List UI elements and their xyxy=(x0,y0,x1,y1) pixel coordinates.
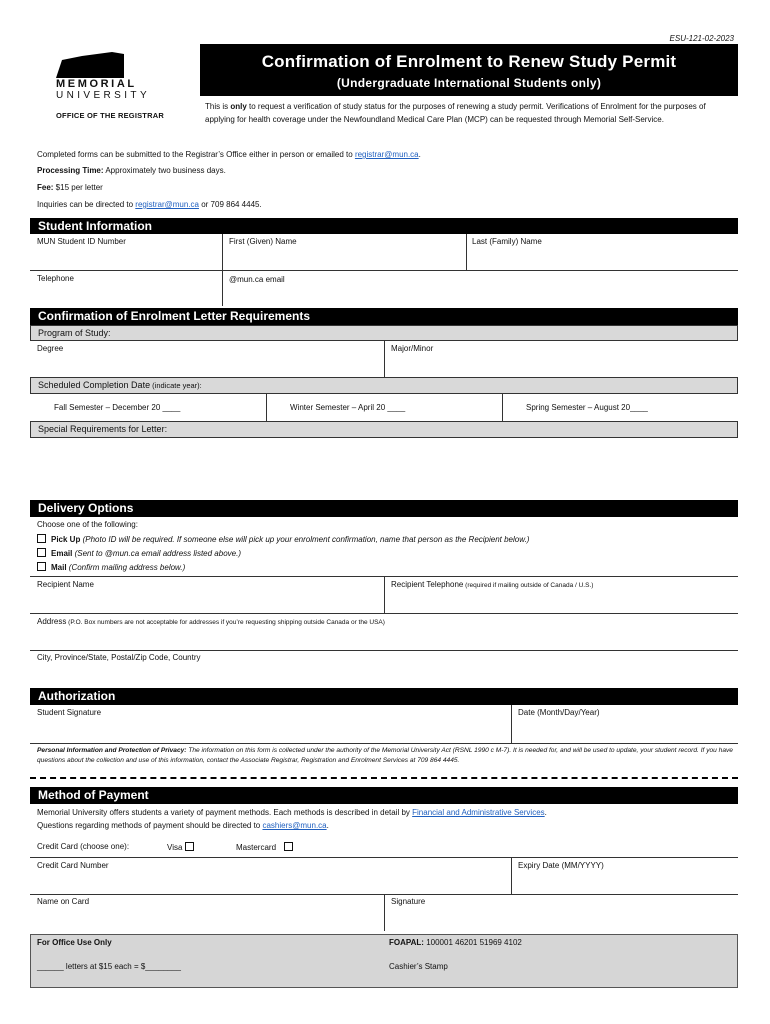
visa-option[interactable] xyxy=(167,842,199,852)
cashier-stamp-label: Cashier’s Stamp xyxy=(389,962,448,971)
payment-info-text: Memorial University offers students a variety of payment methods. Each methods is described in detail by xyxy=(37,808,413,817)
delivery-options-heading: Delivery Options xyxy=(30,500,738,517)
name-on-card-label: Name on Card xyxy=(37,897,90,906)
cut-line-divider xyxy=(30,777,738,779)
authorization-heading: Authorization xyxy=(30,688,738,705)
processing-time-label: Processing Time: xyxy=(37,166,104,175)
expiry-date-label: Expiry Date (MM/YYYY) xyxy=(518,861,604,870)
email-checkbox[interactable] xyxy=(37,548,46,557)
mastercard-checkbox[interactable] xyxy=(284,842,293,851)
winter-semester-field[interactable]: Winter Semester – April 20 ____ xyxy=(290,403,406,412)
first-name-label: First (Given) Name xyxy=(229,237,297,246)
payment-heading: Method of Payment xyxy=(30,787,738,804)
processing-time xyxy=(37,166,226,175)
telephone-label: Telephone xyxy=(37,274,74,283)
payment-info-line2 xyxy=(37,821,329,830)
pickup-label: Pick Up xyxy=(51,535,81,544)
mail-option-label: Mail xyxy=(51,563,67,572)
recipient-name-label: Recipient Name xyxy=(37,580,94,589)
payment-info-line1 xyxy=(37,808,547,817)
fee-value: $15 per letter xyxy=(53,183,103,192)
inquiries-email-link[interactable]: registrar@mun.ca xyxy=(135,200,199,209)
foapal-label: FOAPAL: xyxy=(389,938,424,947)
major-minor-label: Major/Minor xyxy=(391,344,434,353)
fee-info xyxy=(37,183,103,192)
card-type-label: Credit Card (choose one): xyxy=(37,842,130,851)
page-title: Confirmation of Enrolment to Renew Study Permit xyxy=(261,52,677,71)
logo-wordmark-university: UNIVERSITY xyxy=(56,90,151,101)
city-field[interactable] xyxy=(30,651,738,681)
name-on-card-field[interactable] xyxy=(30,895,384,931)
foapal xyxy=(389,938,522,947)
foapal-value: 100001 46201 51969 4102 xyxy=(426,938,522,947)
student-id-label: MUN Student ID Number xyxy=(37,237,126,246)
student-id-field[interactable] xyxy=(30,234,222,270)
student-signature-field[interactable] xyxy=(30,705,511,743)
expiry-date-field[interactable] xyxy=(512,858,738,894)
letter-requirements-heading: Confirmation of Enrolment Letter Requirements xyxy=(30,308,738,325)
mail-option[interactable] xyxy=(37,562,185,572)
city-label: City, Province/State, Postal/Zip Code, Country xyxy=(37,653,201,662)
inquiries-text-end: or 709 864 4445. xyxy=(198,200,262,209)
inquiries-text: Inquiries can be directed to xyxy=(37,200,136,209)
divider xyxy=(266,394,267,422)
processing-time-value: Approximately two business days. xyxy=(103,166,226,175)
delivery-instructions: Choose one of the following: xyxy=(37,520,138,529)
registrar-email-link[interactable]: registrar@mun.ca xyxy=(354,150,419,159)
mastercard-option[interactable] xyxy=(236,842,298,852)
payment-questions-text: Questions regarding methods of payment should be directed to xyxy=(37,821,263,830)
email-option[interactable] xyxy=(37,548,241,558)
logo-wordmark-memorial: MEMORIAL xyxy=(56,78,137,90)
intro-paragraph xyxy=(205,100,737,126)
intro-text-pre: This is xyxy=(205,102,231,111)
payment-info-text-end: . xyxy=(544,808,547,817)
divider xyxy=(30,743,738,744)
privacy-notice xyxy=(37,746,737,766)
cashiers-email-link[interactable]: cashiers@mun.ca xyxy=(262,821,327,830)
special-requirements-label: Special Requirements for Letter: xyxy=(30,421,738,438)
page-subtitle: (Undergraduate International Students only) xyxy=(336,76,602,90)
telephone-field[interactable] xyxy=(30,271,222,307)
completion-date-note: (indicate year): xyxy=(150,381,202,390)
degree-field[interactable] xyxy=(30,341,384,377)
fall-semester-field[interactable]: Fall Semester – December 20 ____ xyxy=(54,403,181,412)
recipient-telephone-field[interactable] xyxy=(385,577,738,613)
privacy-notice-text: The information on this form is collected under the authority of the Memorial University Act (RSNL 1990 c M-7). It is needed for, and will be used to update, your student record. If you have questions about the collection and use of this information, contact the Associate Registrar, Registration and Enrolment Services at 709 864 4445. xyxy=(37,747,733,764)
completion-date-label xyxy=(30,377,738,394)
last-name-field[interactable] xyxy=(467,234,738,270)
visa-checkbox[interactable] xyxy=(185,842,194,851)
mun-email-label: @mun.ca email xyxy=(229,275,285,284)
student-signature-label: Student Signature xyxy=(37,708,102,717)
mail-checkbox[interactable] xyxy=(37,562,46,571)
degree-label: Degree xyxy=(37,344,64,353)
program-of-study-label: Program of Study: xyxy=(30,325,738,341)
card-signature-label: Signature xyxy=(391,897,426,906)
mastercard-label: Mastercard xyxy=(236,843,277,852)
email-option-note: (Sent to @mun.ca email address listed above.) xyxy=(72,549,241,558)
inquiries-info xyxy=(37,200,262,209)
mun-email-field[interactable] xyxy=(223,271,738,307)
privacy-notice-label: Personal Information and Protection of Privacy: xyxy=(37,747,187,754)
card-signature-field[interactable] xyxy=(385,895,738,931)
email-option-label: Email xyxy=(51,549,73,558)
intro-text-post: to request a verification of study status for the purposes of renewing a study permit. Verifications of Enrolment for the purposes of applying for health coverage under the Newfoundland Medical Care Plan (MCP) can be requested through Memorial Self-Service. xyxy=(205,102,706,124)
office-use-heading: For Office Use Only xyxy=(37,938,112,947)
visa-label: Visa xyxy=(167,843,183,852)
recipient-telephone-text: Recipient Telephone xyxy=(391,580,464,589)
pickup-checkbox[interactable] xyxy=(37,534,46,543)
last-name-label: Last (Family) Name xyxy=(472,237,542,246)
address-field[interactable] xyxy=(30,614,738,650)
card-number-field[interactable] xyxy=(30,858,511,894)
card-number-label: Credit Card Number xyxy=(37,861,109,870)
pickup-note: (Photo ID will be required. If someone else will pick up your enrolment confirmation, name that person as the Recipient below.) xyxy=(80,535,530,544)
form-code: ESU-121-02-2023 xyxy=(669,34,734,43)
recipient-telephone-note: (required if mailing outside of Canada / U.S.) xyxy=(463,582,594,589)
spring-semester-field[interactable]: Spring Semester – August 20____ xyxy=(526,403,648,412)
office-name: OFFICE OF THE REGISTRAR xyxy=(56,111,164,120)
title-banner xyxy=(200,44,738,96)
logo-mark-icon xyxy=(52,50,180,80)
submit-text-end: . xyxy=(418,150,421,159)
first-name-field[interactable] xyxy=(223,234,466,270)
financial-services-link[interactable]: Financial and Administrative Services xyxy=(412,808,545,817)
mail-option-note: (Confirm mailing address below.) xyxy=(66,563,186,572)
submission-info xyxy=(37,150,421,159)
payment-questions-text-end: . xyxy=(326,821,329,830)
pickup-option[interactable] xyxy=(37,534,529,544)
auth-date-field[interactable] xyxy=(512,705,738,743)
letters-fee-line[interactable]: ______ letters at $15 each = $________ xyxy=(37,962,181,971)
divider xyxy=(502,394,503,422)
completion-date-text: Scheduled Completion Date xyxy=(38,380,151,390)
office-use-box xyxy=(30,934,738,988)
address-note: (P.O. Box numbers are not acceptable for addresses if you’re requesting shipping outside Canada or the USA) xyxy=(66,619,385,626)
special-requirements-field[interactable] xyxy=(30,438,738,494)
submit-text: Completed forms can be submitted to the Registrar’s Office either in person or emailed to xyxy=(37,150,355,159)
major-minor-field[interactable] xyxy=(385,341,738,377)
address-text: Address xyxy=(37,617,67,626)
recipient-name-field[interactable] xyxy=(30,577,384,613)
student-info-heading: Student Information xyxy=(30,218,738,234)
auth-date-label: Date (Month/Day/Year) xyxy=(518,708,600,717)
university-logo xyxy=(52,50,180,120)
intro-text-bold: only xyxy=(230,102,247,111)
fee-label: Fee: xyxy=(37,183,54,192)
